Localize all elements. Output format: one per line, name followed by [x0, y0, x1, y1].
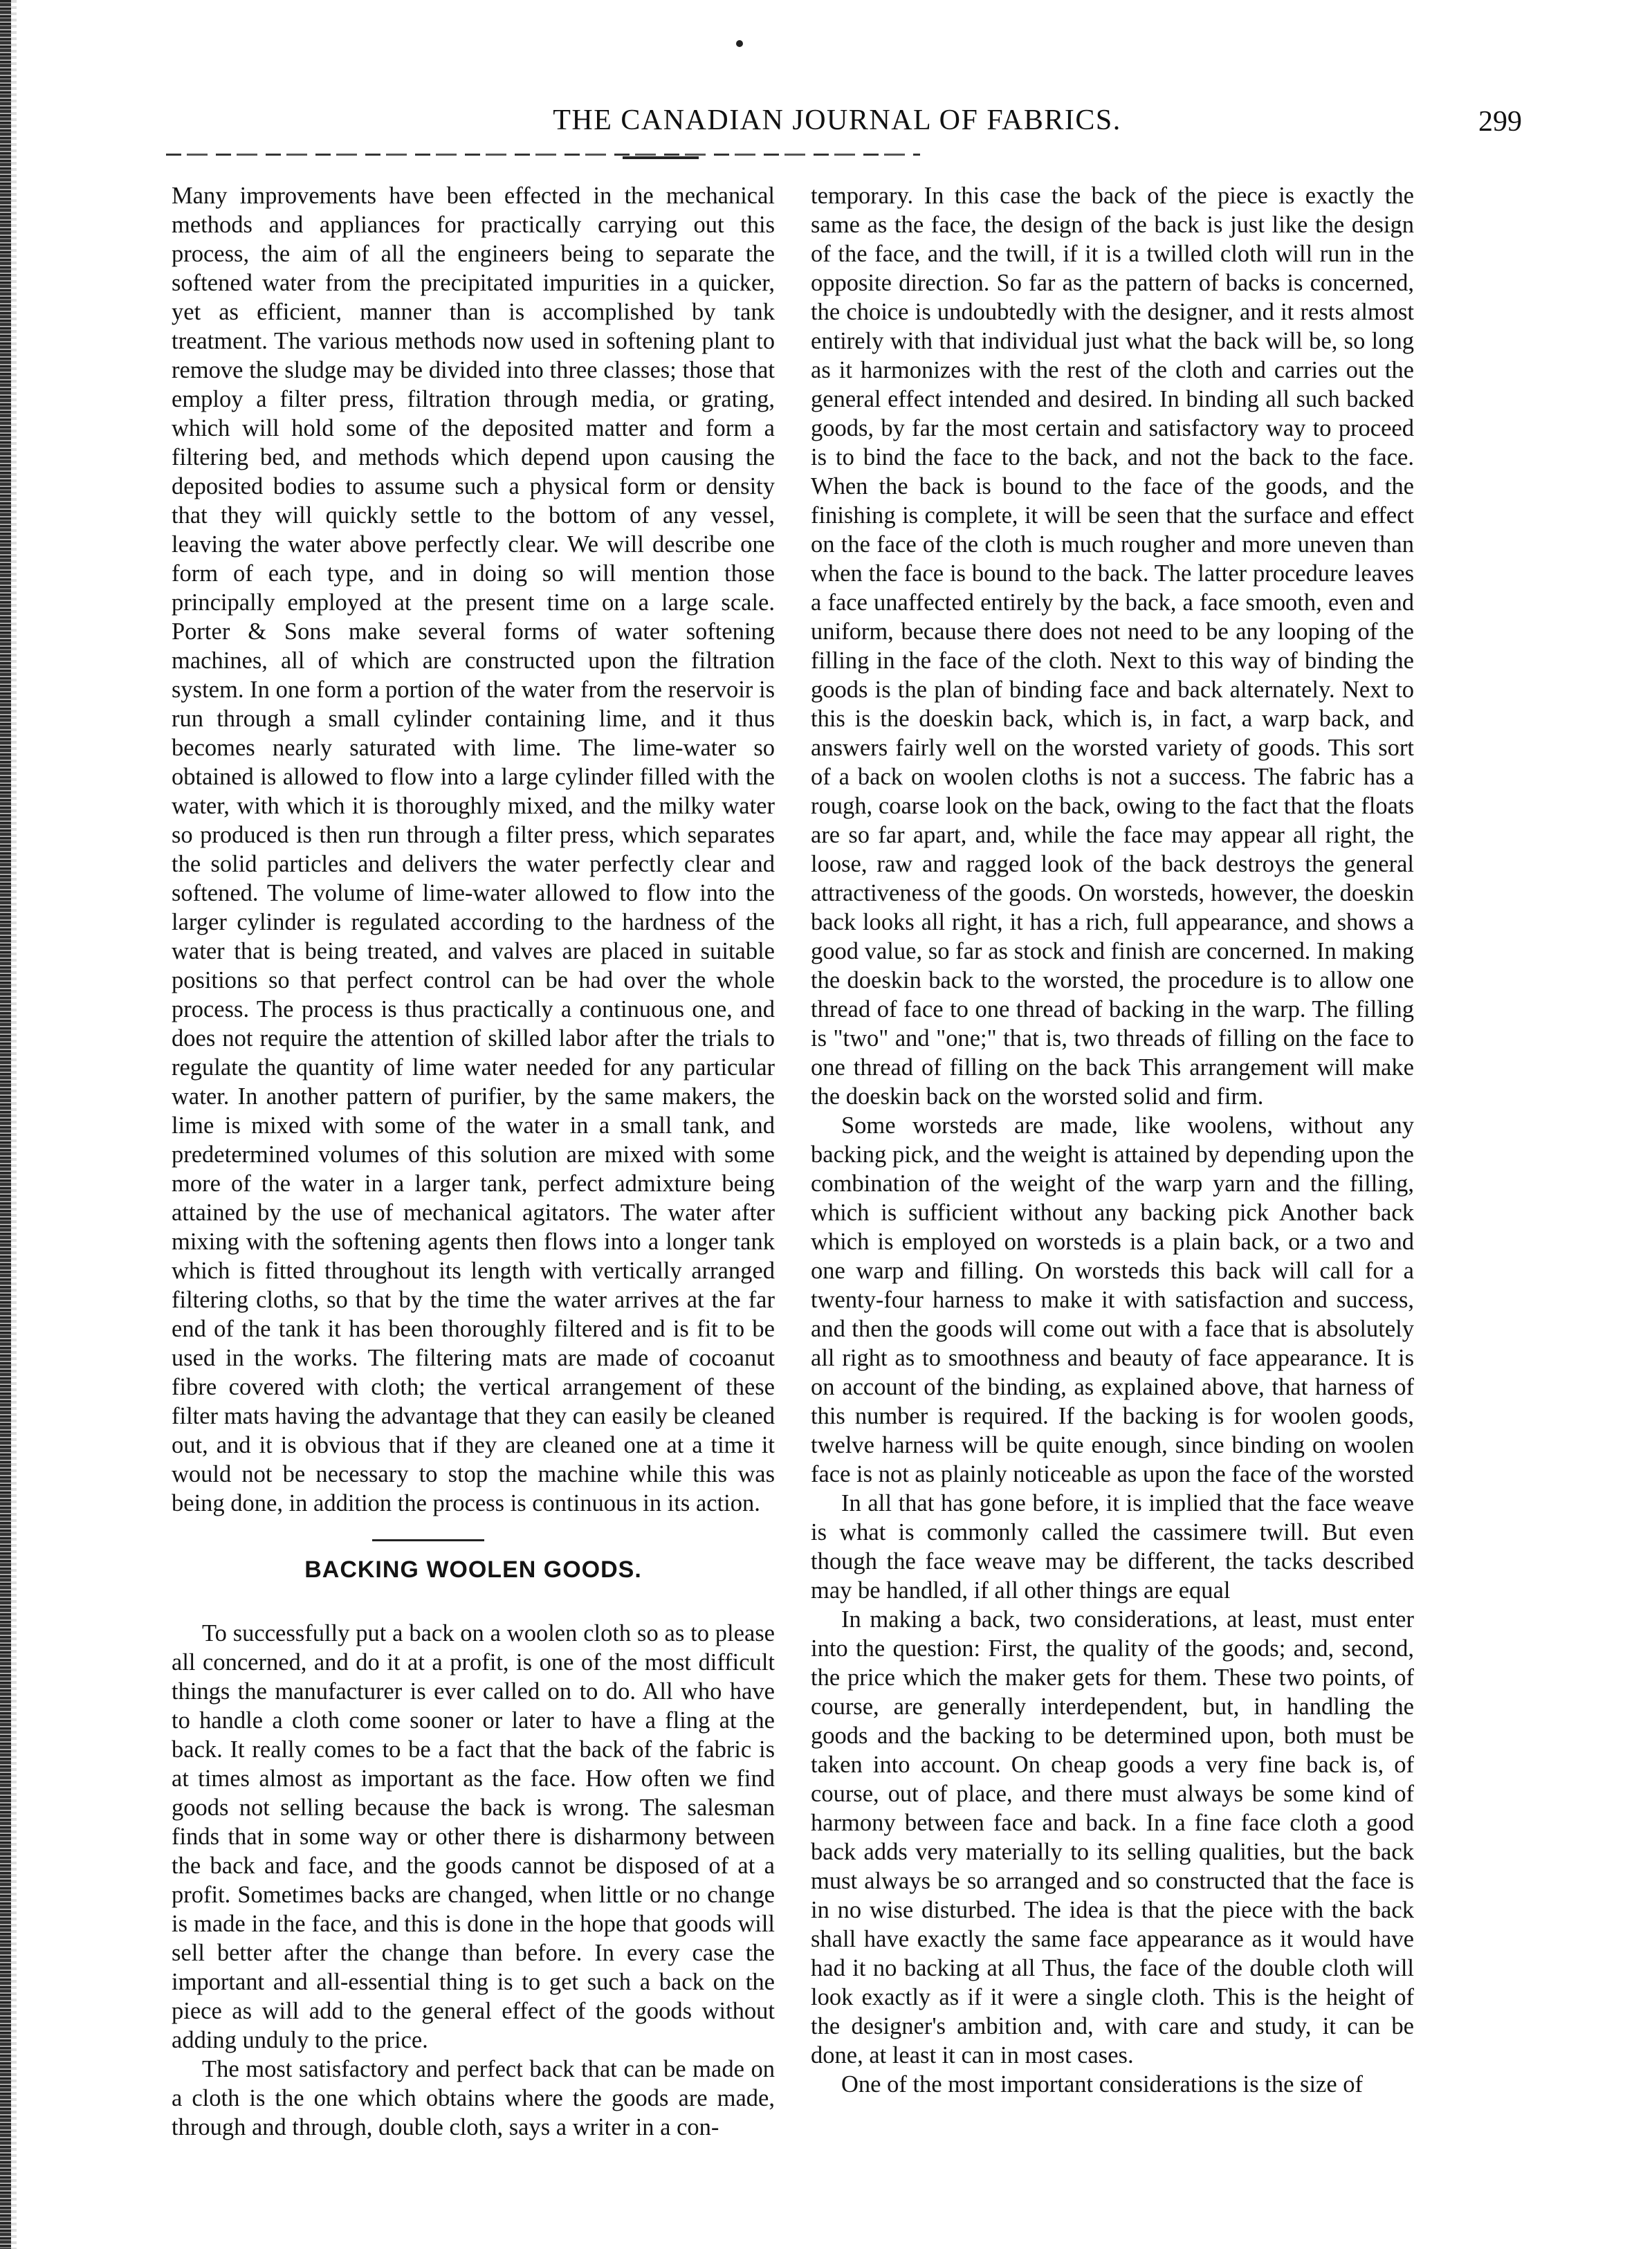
softening-paragraph: Many improvements have been effected in the mechanical methods and appliances for practically carrying out this process, the aim of all the engineers being to separate the softened water from the precipitated impurities in a quicker, yet as efficient, manner than is accomplished by tank treatment. The various methods now used in softening plant to remove the sludge may be divided into three classes; those that employ a filter press, filtration through media, or grating, which will hold some of the deposited matter and form a filtering bed, and methods which depend upon causing the deposited bodies to assume such a physical form or density that they will quickly settle to the bottom of any vessel, leaving the water above perfectly clear. We will describe one form of each type, and in doing so will mention those principally employed at the present time on a large scale. Porter & Sons make several forms of water softening machines, all of which are constructed upon the filtration system. In one form a portion of the water from the reservoir is run through a small cylinder containing lime, and it thus becomes nearly saturated with lime. The lime-water so obtained is allowed to flow into a large cylinder filled with the water, with which it is thoroughly mixed, and the milky water so produced is then run through a filter press, which separates the solid particles and delivers the water perfectly clear and softened. The volume of lime-water allowed to flow into the larger cylinder is regulated according to the hardness of the water that is being treated, and valves are placed in suitable positions so that perfect control can be had over the whole process. The process is thus practically a continuous one, and does not require the attention of skilled labor after the trials to regulate the quantity of lime water needed for any particular water. In another pattern of purifier, by the same makers, the lime is mixed with some of the water in a small tank, and predetermined volumes of this solution are mixed with some more of the water in a larger tank, perfect admixture being attained by the use of mechanical agitators. The water after mixing with the softening agents then flows into a longer tank which is fitted throughout its length with vertically arranged filtering cloths, so that by the time the water arrives at the far end of the tank it has been thoroughly filtered and is fit to be used in the works. The filtering mats are made of cocoanut fibre covered with cloth; the vertical arrangement of these filter mats having the advantage that they can easily be cleaned out, and it is obvious that if they are cleaned one at a time it would not be necessary to stop the machine while this was being done, in addition the process is continuous in its action. — [172, 183, 775, 1516]
article-separator-rule — [372, 1539, 484, 1541]
article-paragraph-2-continued: temporary. In this case the back of the piece is exactly the same as the face, the design of the back is just like the design of the face, and the twill, if it is a twilled cloth will run in the opposite direction. So far as the pattern of backs is concerned, the choice is undoubtedly with the designer, and it rests almost entirely with that individual just what the back will be, so long as it harmonizes with the rest of the cloth and carries out the general effect intended and desired. In binding all such backed goods, by far the most certain and satisfactory way to proceed is to bind the face to the back, and not the back to the face. When the back is bound to the face of the goods, and the finishing is complete, it will be seen that the surface and effect on the face of the cloth is much rougher and more uneven than when the face is bound to the back. The latter procedure leaves a face unaffected entirely by the back, a face smooth, even and uniform, because there does not need to be any looping of the filling in the face of the cloth. Next to this way of binding the goods is the plan of binding face and back alternately. Next to this is the doeskin back, which is, in fact, a warp back, and answers fairly well on the worsted variety of goods. This sort of a back on woolen cloths is not a success. The fabric has a rough, coarse look on the back, owing to the fact that the floats are so far apart, and, while the face may appear all right, the loose, raw and ragged look of the back destroys the general attractiveness of the goods. On worsteds, however, the doeskin back looks all right, it has a rich, full appearance, and shows a good value, so far as stock and finish are concerned. In making the doeskin back to the worsted, the procedure is to allow one thread of face to one thread of backing in the warp. The filling is "two" and "one;" that is, two threads of filling on the face to one thread of filling on the back This arrangement will make the doeskin back on the worsted solid and firm. — [811, 183, 1414, 1110]
article-paragraph-4: In all that has gone before, it is implied that the face weave is what is commonly called the cassimere twill. But even though the face weave may be different, the tacks described may be handled, if all other things are equal — [811, 1490, 1414, 1604]
article-paragraph-5: In making a back, two considerations, at least, must enter into the question: First, the quality of the goods; and, second, the price which the maker gets for them. These two points, of course, are generally interdependent, but, in handling the goods and the backing to be determined upon, both must be taken into account. On cheap goods a very fine back is, of course, out of place, and there must always be some kind of harmony between face and back. In a fine face cloth a good back adds very materially to its selling qualities, but the back must always be so arranged and so constructed that the face is in no wise disturbed. The idea is that the piece with the back shall have exactly the same face appearance as it would have had it no backing at all Thus, the face of the double cloth will look exactly as if it were a single cloth. This is the height of the designer's ambition and, with care and study, it can be done, at least it can in most cases. — [811, 1606, 1414, 2068]
article-left-column — [172, 1619, 775, 2142]
article-paragraph-2-start: The most satisfactory and perfect back that can be made on a cloth is the one which obtains where the goods are made, through and through, double cloth, says a writer in a con- — [172, 2056, 775, 2140]
page-binding-edge — [0, 0, 11, 2249]
article-paragraph-1: To successfully put a back on a woolen cloth so as to please all concerned, and do it at a profit, is one of the most difficult things the manufacturer is ever called on to do. All who have to handle a cloth come sooner or later to have a fling at the back. It really comes to be a fact that the back of the fabric is at times almost as important as the face. How often we find goods not selling because the back is wrong. The salesman finds that in some way or other there is disharmony between the back and face, and the goods cannot be disposed of at a profit. Sometimes backs are changed, when little or no change is made in the face, and this is done in the hope that goods will sell better after the change than before. In every case the important and all-essential thing is to get such a back on the piece as will add to the general effect of the goods without adding unduly to the price. — [172, 1620, 775, 2053]
article-paragraph-3: Some worsteds are made, like woolens, without any backing pick, and the weight is attained by depending upon the combination of the weight of the warp yarn and the filling, which is sufficient without any backing pick Another back which is employed on worsteds is a plain back, or a two and one warp and filling. On worsteds this back will call for a twenty-four harness to make it with satisfaction and success, and then the goods will come out with a face that is absolutely all right as to smoothness and beauty of face appearance. It is on account of the binding, as explained above, that harness of this number is required. If the backing is for woolen goods, twelve harness will be quite enough, since binding on woolen face is not as plainly noticeable as upon the face of the worsted — [811, 1112, 1414, 1487]
header-rule — [166, 154, 920, 156]
right-column — [811, 181, 1414, 2099]
page-number: 299 — [1478, 106, 1522, 138]
header-rule-accent — [623, 156, 699, 159]
left-column — [172, 181, 775, 1518]
article-title: BACKING WOOLEN GOODS. — [304, 1557, 642, 1583]
page-binding-shadow — [11, 0, 17, 2249]
article-paragraph-6: One of the most important considerations is the size of — [841, 2071, 1364, 2097]
page-header — [166, 104, 1522, 145]
page-mark-dot — [736, 40, 743, 47]
running-title: THE CANADIAN JOURNAL OF FABRICS. — [553, 104, 1121, 136]
